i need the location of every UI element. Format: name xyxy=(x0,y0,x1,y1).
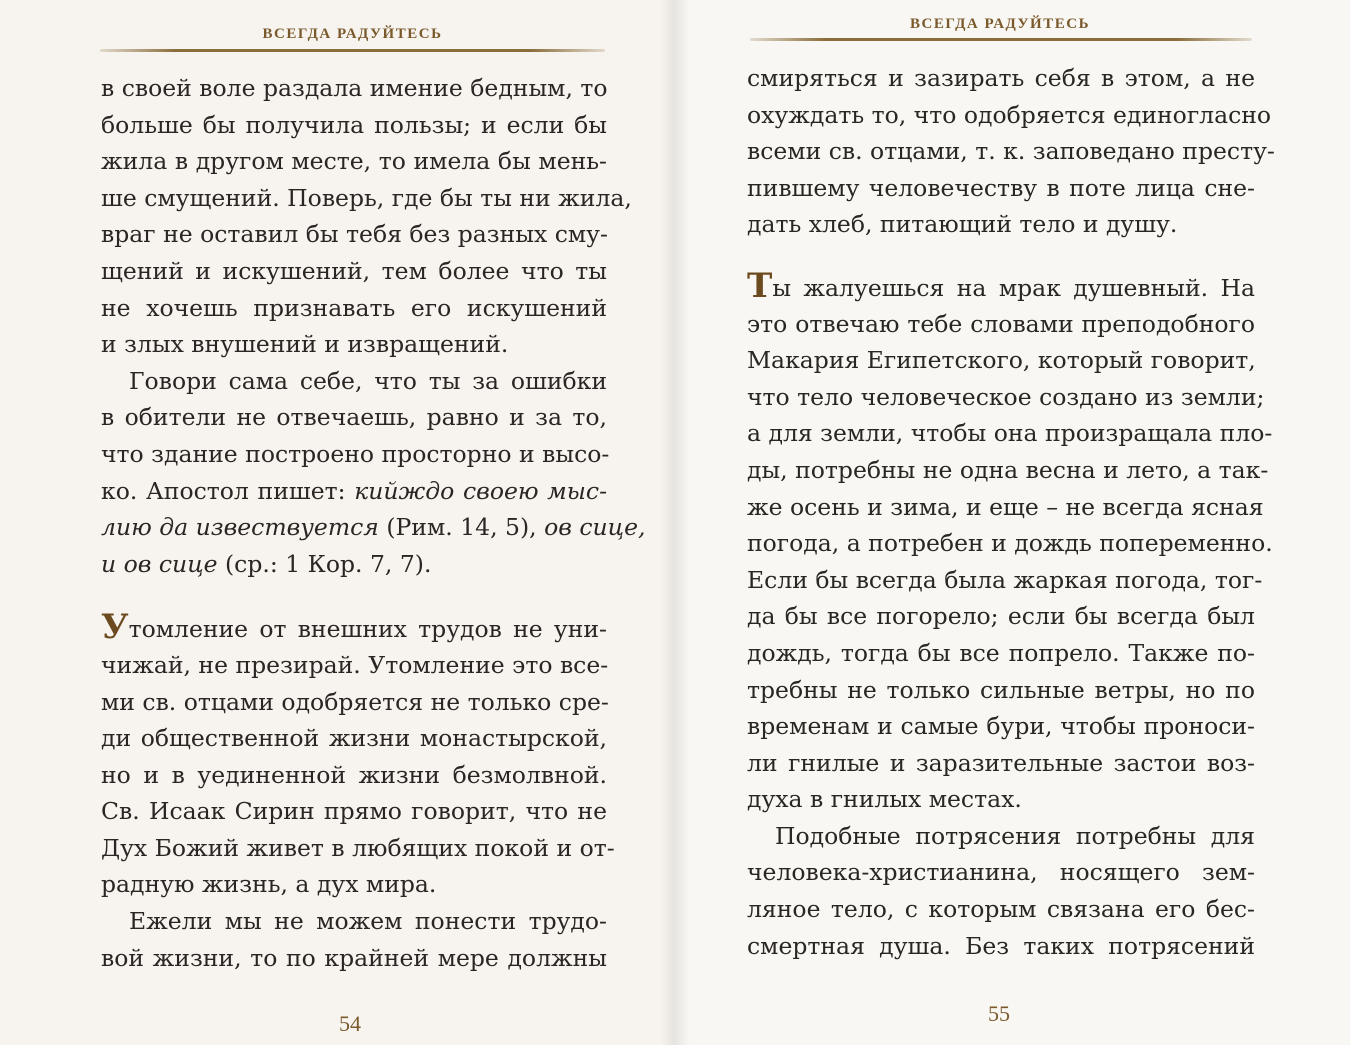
text-line: дождь, тогда бы все попрело. Также по- xyxy=(747,638,1255,667)
running-head: ВСЕГДА РАДУЙТЕСЬ xyxy=(262,26,443,42)
text-line: временам и самые бури, чтобы проноси- xyxy=(747,712,1255,741)
running-head: ВСЕГДА РАДУЙТЕСЬ xyxy=(910,16,1090,32)
text-line: смиряться и зазирать себя в этом, а не xyxy=(747,64,1255,92)
text-line: враг не оставил бы тебя без разных сму- xyxy=(101,220,608,249)
text-line: Св. Исаак Сирин прямо говорит, что не xyxy=(101,797,607,826)
text-line: в своей воле раздала имение бедным, то xyxy=(101,74,608,102)
text-segment: (Рим. 14, 5), xyxy=(378,513,545,542)
text-line: Говори сама себе, что ты за ошибки xyxy=(129,366,607,395)
book-gutter xyxy=(660,0,690,1045)
text-line: требны не только сильные ветры, но по xyxy=(747,675,1255,704)
text-line: и злых внушений и извращений. xyxy=(101,330,509,359)
text-line: больше бы получила пользы; и если бы xyxy=(101,110,607,139)
scripture-quote: ов сице, xyxy=(544,513,646,542)
text-line: ди общественной жизни монастырской, xyxy=(101,724,607,753)
text-line: дать хлеб, питающий тело и душу. xyxy=(747,210,1178,239)
text-line: ляное тело, с которым связана его бес- xyxy=(747,895,1255,924)
text-line: ды, потребны не одна весна и лето, а так- xyxy=(747,455,1269,484)
text-line: вой жизни, то по крайней мере должны xyxy=(101,943,607,972)
header-rule xyxy=(750,38,1252,41)
text-line: Если бы всегда была жаркая погода, тог- xyxy=(747,565,1263,594)
section-gap xyxy=(101,582,607,610)
text-line xyxy=(101,509,646,546)
text-line: же осень и зима, и еще – не всегда ясная xyxy=(747,492,1264,521)
text-line: Дух Божий живет в любящих покой и от- xyxy=(101,833,615,862)
drop-cap: У xyxy=(101,607,129,648)
text-line: но и в уединенной жизни безмолвной. xyxy=(101,760,607,789)
text-line: что здание построено просторно и высо- xyxy=(101,439,610,468)
text-segment: ы жалуешься на мрак душевный. На xyxy=(772,273,1255,302)
page-number: 55 xyxy=(988,1001,1010,1026)
scripture-quote: и ов сице xyxy=(101,549,218,578)
text-line: да бы все погорело; если бы всегда был xyxy=(747,602,1255,631)
text-segment: ко. Апостол пишет: xyxy=(101,476,355,505)
text-line: а для земли, чтобы она произращала пло- xyxy=(747,419,1273,448)
page-text xyxy=(101,70,646,976)
text-segment: (ср.: 1 Кор. 7, 7). xyxy=(217,549,432,578)
text-line xyxy=(101,473,607,510)
text-line: ше смущений. Поверь, где бы ты ни жила, xyxy=(101,183,632,212)
header-rule xyxy=(100,49,605,52)
drop-cap: Т xyxy=(747,265,773,306)
text-line: в обители не отвечаешь, равно и за то, xyxy=(101,403,607,432)
text-segment: томление от внешних трудов не уни- xyxy=(128,615,607,644)
text-line: это отвечаю тебе словами преподобного xyxy=(747,309,1255,338)
text-line xyxy=(101,607,607,648)
text-line: щений и искушений, тем более что ты xyxy=(101,256,607,285)
text-line xyxy=(101,546,607,583)
text-line: Ежели мы не можем понести трудо- xyxy=(129,907,607,936)
scripture-quote: кийждо своею мыс- xyxy=(354,476,608,505)
scripture-quote: лию да извествуется xyxy=(101,513,379,542)
text-line: что тело человеческое создано из земли; xyxy=(747,382,1265,411)
section-gap xyxy=(747,243,1255,269)
page-number: 54 xyxy=(339,1011,361,1036)
text-line: Подобные потрясения потребны для xyxy=(775,821,1255,850)
text-line: пившему человечеству в поте лица сне- xyxy=(747,173,1255,202)
text-line: радную жизнь, а дух мира. xyxy=(101,870,437,899)
text-line: человека-христианина, носящего зем- xyxy=(747,858,1255,887)
text-line: не хочешь признавать его искушений xyxy=(101,293,607,322)
page-text xyxy=(747,60,1275,964)
text-line: Макария Египетского, который говорит, xyxy=(747,346,1256,375)
text-line: чижай, не презирай. Утомление это все- xyxy=(101,650,609,679)
text-line: ли гнилые и заразительные застои воз- xyxy=(747,748,1255,777)
text-line: духа в гнилых местах. xyxy=(747,785,1022,814)
text-line: ми св. отцами одобряется не только сре- xyxy=(101,687,609,716)
right-page xyxy=(675,0,1350,1045)
text-line: жила в другом месте, то имела бы мень- xyxy=(101,147,607,176)
text-line: смертная душа. Без таких потрясений xyxy=(747,931,1255,960)
text-line: охуждать то, что одобряется единогласно xyxy=(747,100,1272,129)
text-line xyxy=(747,265,1255,306)
text-line: погода, а потребен и дождь попеременно. xyxy=(747,529,1273,558)
text-line: всеми св. отцами, т. к. заповедано престу- xyxy=(747,137,1275,166)
